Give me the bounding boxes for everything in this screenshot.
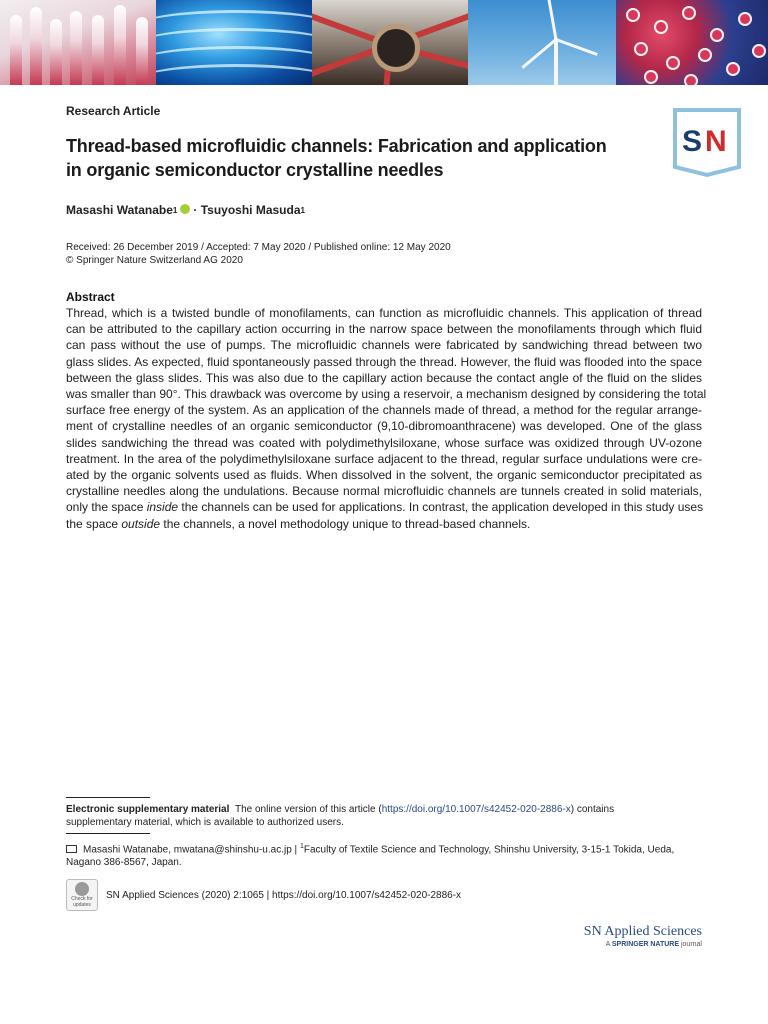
article-title bbox=[66, 134, 626, 182]
check-for-updates-badge[interactable] bbox=[66, 879, 98, 911]
doi-link[interactable]: https://doi.org/10.1007/s42452-020-2886-x bbox=[381, 804, 571, 815]
abstract-line: between the glass slides. This was also due to the capillary action because the contact angle of the fluid on the slides bbox=[66, 370, 702, 385]
title-line: in organic semiconductor crystalline needles bbox=[66, 160, 444, 180]
text-run: The online version of this article ( bbox=[234, 804, 382, 815]
abstract-line: can be attributed to the capillary action occurring in the narrow space between the monofilaments through which fluid bbox=[66, 322, 702, 337]
abstract-line: treatment. In the area of the polydimethylsiloxane surface adjacent to the thread, regular surface undulations were cre- bbox=[66, 451, 702, 466]
journal-branding bbox=[560, 924, 702, 948]
abstract-body bbox=[66, 305, 707, 532]
abstract-line: ment of crystalline needles of an organic semiconductor (9,10-dibromoanthracene) was developed. One of the glass bbox=[66, 419, 702, 434]
publication-dates bbox=[66, 241, 451, 267]
affiliation-marker: 1 bbox=[299, 843, 304, 850]
check-updates-icon bbox=[75, 882, 89, 896]
abstract-heading: Abstract bbox=[66, 290, 115, 304]
esm-label: Electronic supplementary material bbox=[66, 804, 230, 815]
footnote-divider bbox=[66, 833, 150, 834]
abstract-line: was smaller than 90°. This drawback was overcome by using a reservoir, a mechanism designed by considering the total bbox=[66, 387, 707, 402]
correspondence-line bbox=[66, 840, 696, 856]
orcid-icon[interactable] bbox=[180, 204, 190, 214]
text-run: ) contains bbox=[570, 804, 615, 815]
abstract-line: can pass without the use of pumps. The microfluidic channels were fabricated by sandwiching thread between two bbox=[66, 338, 702, 353]
envelope-icon bbox=[66, 845, 77, 853]
abstract-line: ated by the organic solvents used as fluids. When dissolved in the solvent, the organic semiconductor precipitated as bbox=[66, 468, 702, 483]
dates-line: Received: 26 December 2019 / Accepted: 7 May 2020 / Published online: 12 May 2020 bbox=[66, 242, 451, 253]
author-separator: · bbox=[193, 203, 198, 217]
supplementary-material-note bbox=[66, 803, 626, 829]
banner-photo-test-tubes bbox=[0, 0, 156, 85]
header-banner bbox=[0, 0, 768, 85]
correspondence-line: Nagano 386-8567, Japan. bbox=[66, 857, 182, 869]
esm-line bbox=[66, 803, 626, 816]
abstract-line: slides sandwiching the thread was coated with polydimethylsiloxane, whose surface was oxidized through UV-ozone bbox=[66, 435, 702, 450]
banner-photo-wind-turbine bbox=[468, 0, 616, 85]
text-run: A bbox=[605, 941, 612, 948]
abstract-line: glass slides. As expected, fluid spontaneously passed through the thread. However, the fluid was flooded into the space bbox=[66, 354, 702, 369]
correspondence-author[interactable]: Masashi Watanabe, mwatana@shinshu-u.ac.jp | bbox=[83, 844, 300, 856]
svg-text:S: S bbox=[682, 125, 703, 158]
abstract-line: surface free energy of the system. As an application of the channels made of thread, a method for the regular arrange- bbox=[66, 403, 702, 418]
correspondence-note bbox=[66, 840, 696, 869]
title-line: Thread-based microfluidic channels: Fabrication and application bbox=[66, 136, 607, 156]
text-run: the space bbox=[66, 516, 122, 531]
publisher-brand: SPRINGER NATURE bbox=[611, 941, 680, 948]
badge-text: Check for bbox=[71, 896, 93, 902]
abstract-line bbox=[66, 516, 702, 532]
text-run: the channels, a novel methodology unique to thread-based channels. bbox=[160, 516, 531, 531]
abstract-line: Thread, which is a twisted bundle of monofilaments, can function as microfluidic channels. This application of thread bbox=[66, 306, 702, 320]
abstract-line bbox=[66, 499, 702, 515]
author-name[interactable]: Masashi Watanabe bbox=[66, 203, 173, 217]
affiliation-text: Faculty of Textile Science and Technology, Shinshu University, 3-15-1 Tokida, Ueda, bbox=[303, 844, 675, 856]
citation-text: SN Applied Sciences (2020) 2:1065 | https://doi.org/10.1007/s42452-020-2886-x bbox=[106, 889, 462, 901]
text-run: only the space bbox=[66, 500, 147, 515]
banner-photo-molecules bbox=[616, 0, 768, 85]
journal-name: SN Applied Sciences bbox=[583, 924, 702, 939]
affiliation-marker: 1 bbox=[300, 205, 305, 215]
citation-row bbox=[66, 879, 461, 911]
emphasis-inside: inside bbox=[146, 500, 179, 515]
text-run: the channels can be used for applications. In contrast, the application developed in this study uses bbox=[178, 500, 704, 515]
affiliation-marker: 1 bbox=[172, 205, 178, 215]
author-name[interactable]: Tsuyoshi Masuda bbox=[200, 203, 301, 217]
publisher-line bbox=[560, 941, 702, 948]
abstract-line: crystalline needles along the undulations. Because normal microfluidic channels are tunnels created in solid materials, bbox=[66, 484, 702, 499]
copyright-line: © Springer Nature Switzerland AG 2020 bbox=[66, 255, 243, 266]
footnote-divider bbox=[66, 797, 150, 798]
svg-text:N: N bbox=[705, 125, 727, 158]
sn-journal-logo[interactable] bbox=[672, 107, 742, 178]
banner-photo-turbine-engine bbox=[312, 0, 468, 85]
text-run: journal bbox=[679, 941, 702, 948]
banner-photo-blue-waves bbox=[156, 0, 312, 85]
author-list bbox=[66, 203, 305, 217]
esm-line: supplementary material, which is available to authorized users. bbox=[66, 817, 344, 828]
badge-text: updates bbox=[73, 902, 91, 908]
article-type-label: Research Article bbox=[66, 104, 161, 118]
emphasis-outside: outside bbox=[121, 516, 161, 531]
